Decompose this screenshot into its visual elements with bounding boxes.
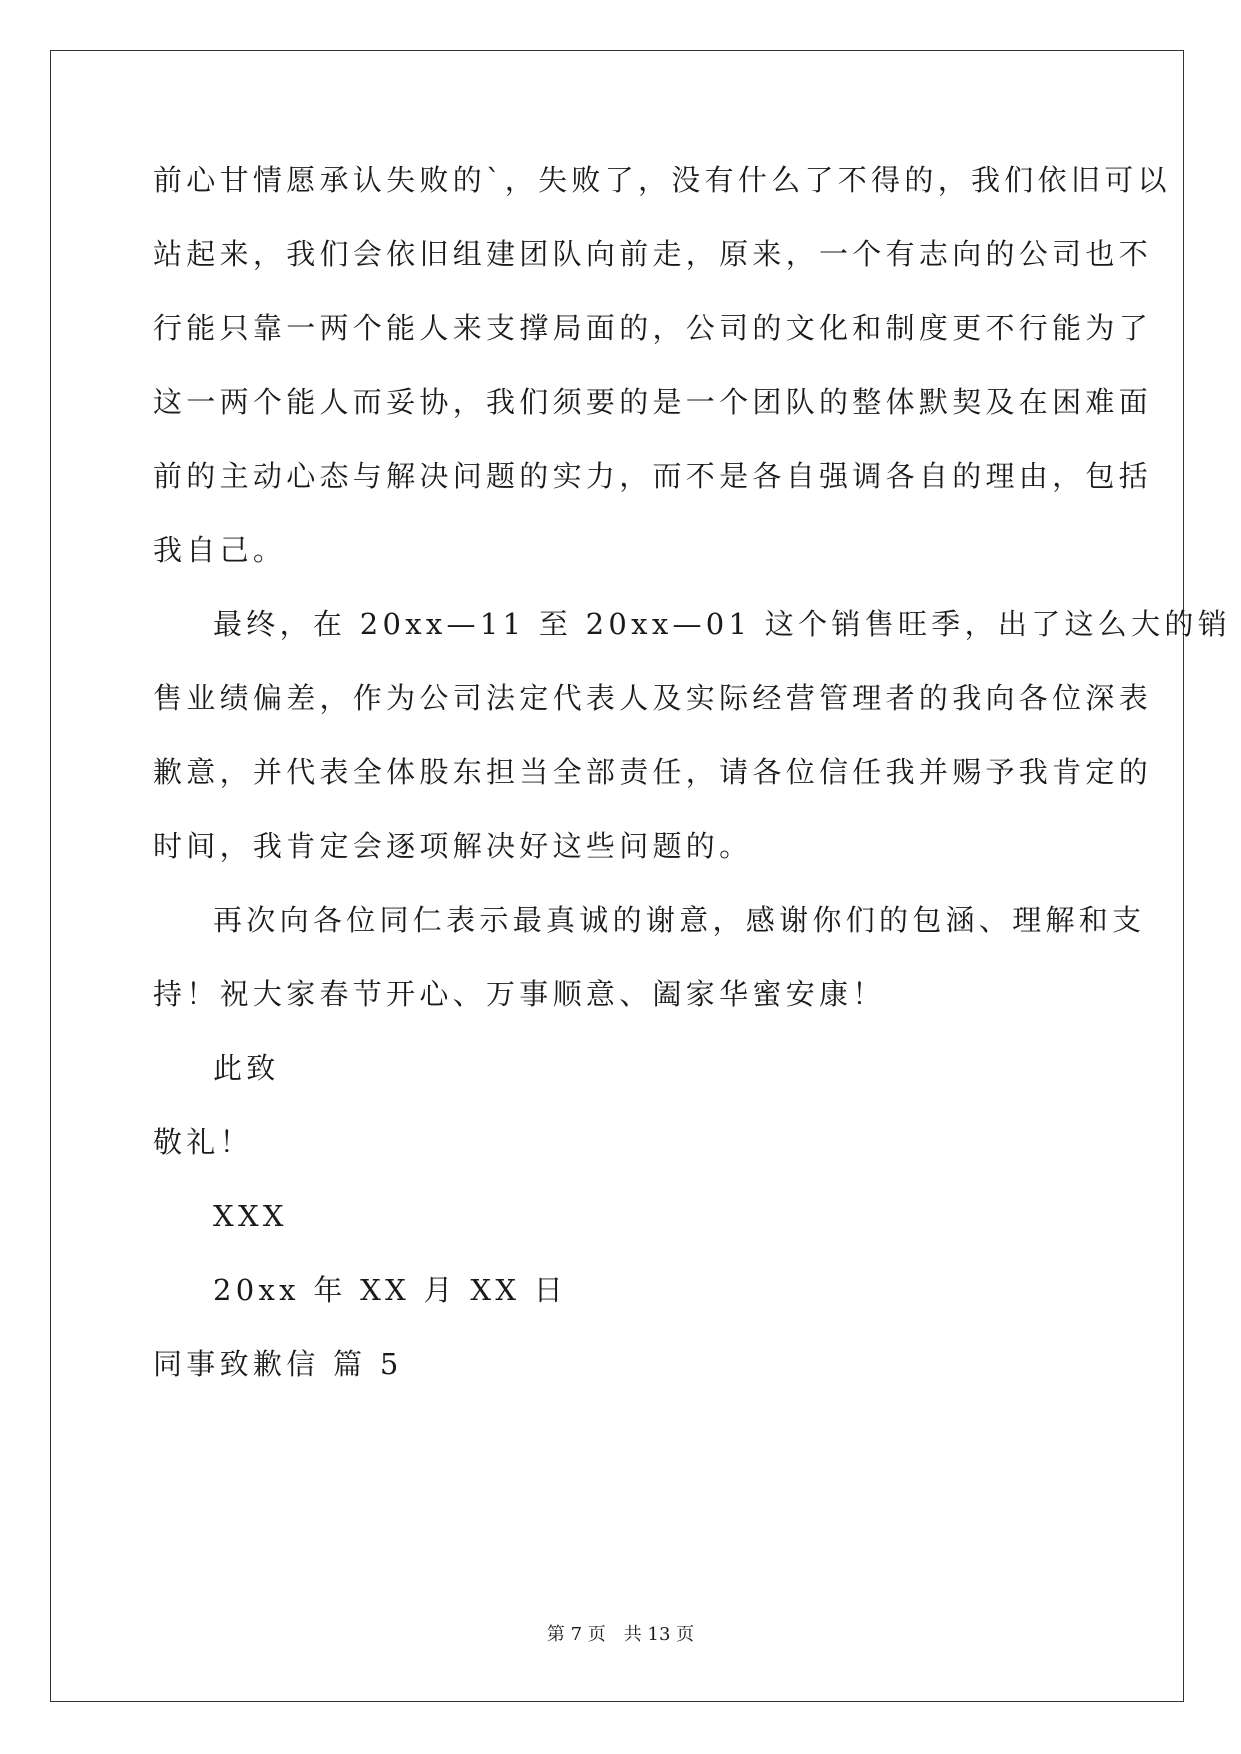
body-line: 歉意，并代表全体股东担当全部责任，请各位信任我并赐予我肯定的	[153, 755, 1153, 789]
section-heading: 同事致歉信 篇 5	[153, 1347, 403, 1381]
body-line: 行能只靠一两个能人来支撑局面的，公司的文化和制度更不行能为了	[153, 311, 1153, 345]
signature-name: XXX	[213, 1199, 288, 1233]
body-line: 售业绩偏差，作为公司法定代表人及实际经营管理者的我向各位深表	[153, 681, 1153, 715]
body-line: 前心甘情愿承认失败的`，失败了，没有什么了不得的，我们依旧可以	[153, 163, 1171, 197]
body-line: 持！祝大家春节开心、万事顺意、阖家华蜜安康！	[153, 977, 886, 1011]
body-line: 再次向各位同仁表示最真诚的谢意，感谢你们的包涵、理解和支	[213, 903, 1146, 937]
page-number: 第 7 页 共 13 页	[546, 1624, 695, 1645]
body-line: 最终，在 20xx—11 至 20xx—01 这个销售旺季，出了这么大的销	[213, 607, 1231, 641]
page-border	[50, 50, 1184, 1702]
body-line: 前的主动心态与解决问题的实力，而不是各自强调各自的理由，包括	[153, 459, 1153, 493]
body-line: 站起来，我们会依旧组建团队向前走，原来，一个有志向的公司也不	[153, 237, 1153, 271]
body-line: 时间，我肯定会逐项解决好这些问题的。	[153, 829, 753, 863]
signature-date: 20xx 年 XX 月 XX 日	[213, 1273, 568, 1307]
body-line: 我自己。	[153, 533, 287, 567]
body-line: 这一两个能人而妥协，我们须要的是一个团队的整体默契及在困难面	[153, 385, 1153, 419]
closing-regards: 敬礼！	[153, 1125, 253, 1159]
closing-salutation: 此致	[213, 1051, 280, 1085]
